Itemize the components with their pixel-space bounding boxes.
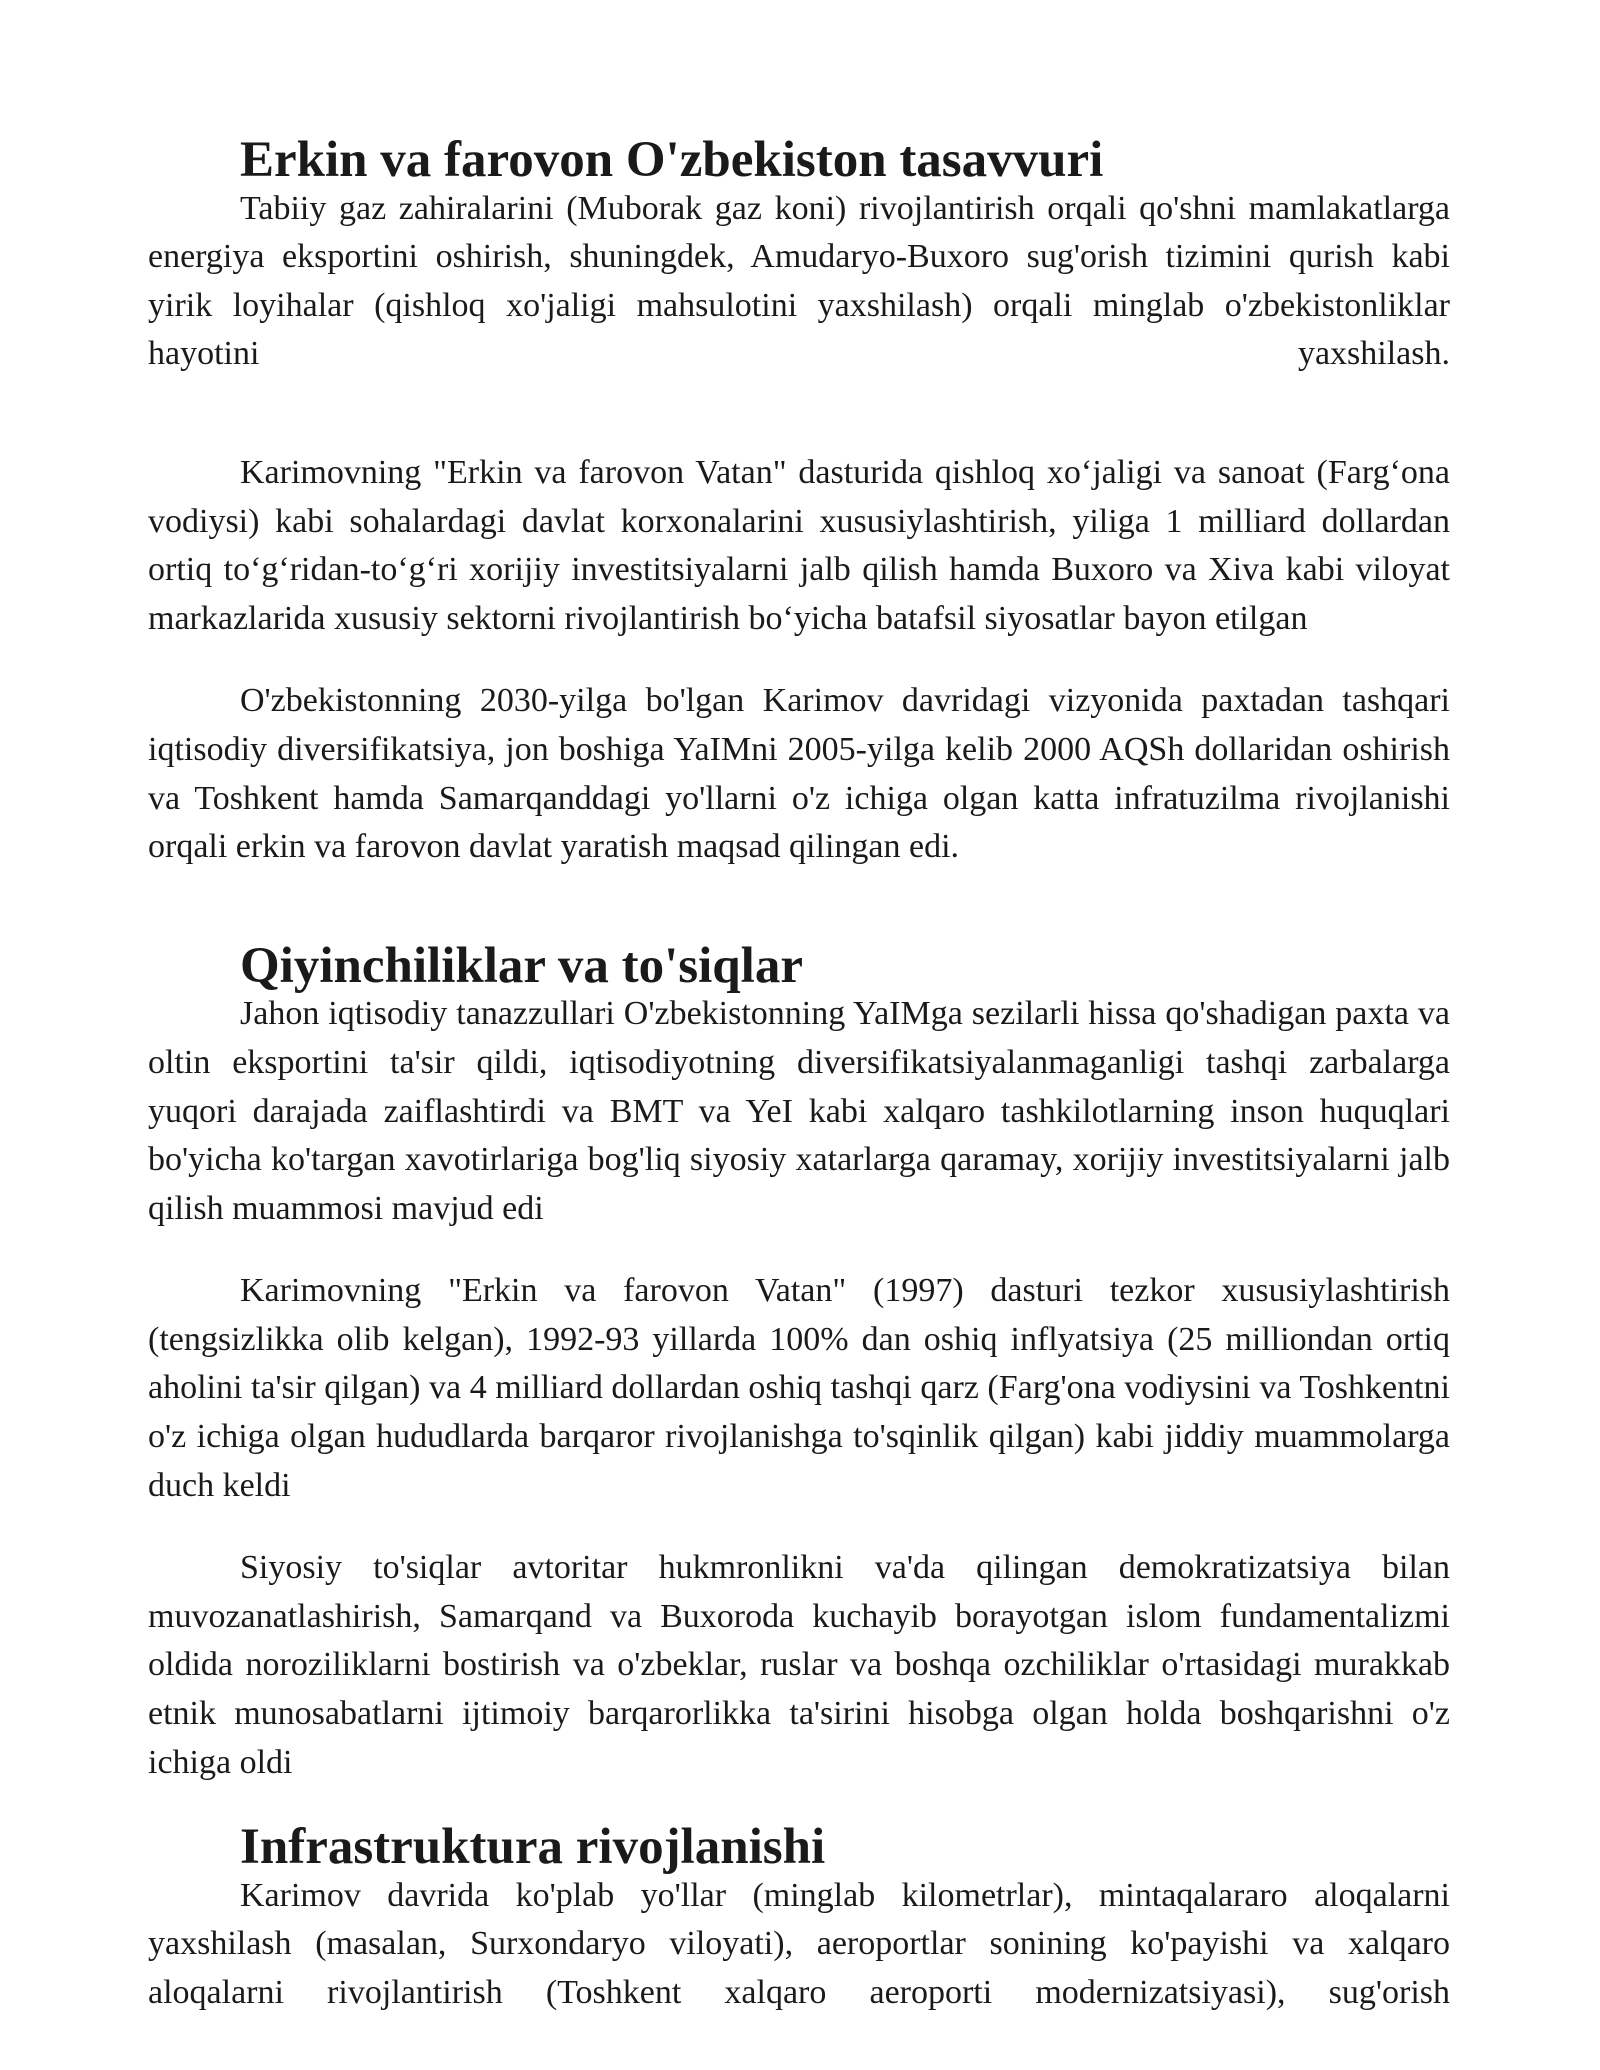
paragraph: Karimov davrida ko'plab yo'llar (minglab kilometrlar), mintaqalararo aloqalarni yaxshilash (masalan, Surxondaryo viloyati), aeroportlar sonining ko'payishi va xalqaro aloqalarni rivojlantirish (Toshkent xalqaro aeroporti modernizatsiyasi), sug'orish [148,1876,1450,2011]
paragraph: Siyosiy to'siqlar avtoritar hukmronlikni va'da qilingan demokratizatsiya bilan muvozanatlashirish, Samarqand va Buxoroda kuchayib borayotgan islom fundamentalizmi oldida noroziliklarni bostirish va o'zbeklar, ruslar va boshqa ozchiliklar o'rtasidagi murakkab etnik munosabatlarni ijtimoiy barqarorlikka ta'sirini hisobga olgan holda boshqarishni o'z ichiga oldi [148,1549,1450,1781]
paragraph: Jahon iqtisodiy tanazzullari O'zbekistonning YaIMga sezilarli hissa qo'shadigan paxta va oltin eksportini ta'sir qildi, iqtisodiyotning diversifikatsiyalanmaganligi tashqi zarbalarga yuqori darajada zaiflashtirdi va BMT va YeI kabi xalqaro tashkilotlarning inson huquqlari bo'yicha ko'targan xavotirlariga bog'liq siyosiy xatarlarga qaramay, xorijiy investitsiyalarni jalb qilish muammosi mavjud edi [148,995,1450,1227]
paragraph: Karimovning "Erkin va farovon Vatan" (1997) dasturi tezkor xususiylashtirish (tengsizlikka olib kelgan), 1992-93 yillarda 100% dan oshiq inflyatsiya (25 milliondan ortiq aholini ta'sir qilgan) va 4 milliard dollardan oshiq tashqi qarz (Farg'ona vodiysini va Toshkentni o'z ichiga olgan hududlarda barqaror rivojlanishga to'sqinlik qilgan) kabi jiddiy muammolarga duch keldi [148,1272,1450,1504]
section-heading: Qiyinchiliklar va to'siqlar [240,937,803,994]
section-heading: Infrastruktura rivojlanishi [240,1819,826,1876]
paragraph: Tabiiy gaz zahiralarini (Muborak gaz koni) rivojlantirish orqali qo'shni mamlakatlarga energiya eksportini oshirish, shuningdek, Amudaryo-Buxoro sug'orish tizimini qurish kabi yirik loyihalar (qishloq xo'jaligi mahsulotini yaxshilash) orqali minglab o'zbekistonliklar hayotini yaxshilash. [148,189,1450,373]
paragraph: Karimovning "Erkin va farovon Vatan" dasturida qishloq xo‘jaligi va sanoat (Farg‘ona vodiysi) kabi sohalardagi davlat korxonalarini xususiylashtirish, yiliga 1 milliard dollardan ortiq to‘g‘ridan-to‘g‘ri xorijiy investitsiyalarni jalb qilish hamda Buxoro va Xiva kabi viloyat markazlarida xususiy sektorni rivojlantirish bo‘yicha batafsil siyosatlar bayon etilgan [148,453,1450,637]
paragraph: O'zbekistonning 2030-yilga bo'lgan Karimov davridagi vizyonida paxtadan tashqari iqtisodiy diversifikatsiya, jon boshiga YaIMni 2005-yilga kelib 2000 AQSh dollaridan oshirish va Toshkent hamda Samarqanddagi yo'llarni o'z ichiga olgan katta infratuzilma rivojlanishi orqali erkin va farovon davlat yaratish maqsad qilingan edi. [148,682,1450,866]
section-heading: Erkin va farovon O'zbekiston tasavvuri [240,132,1104,188]
document-body [148,132,1450,2018]
